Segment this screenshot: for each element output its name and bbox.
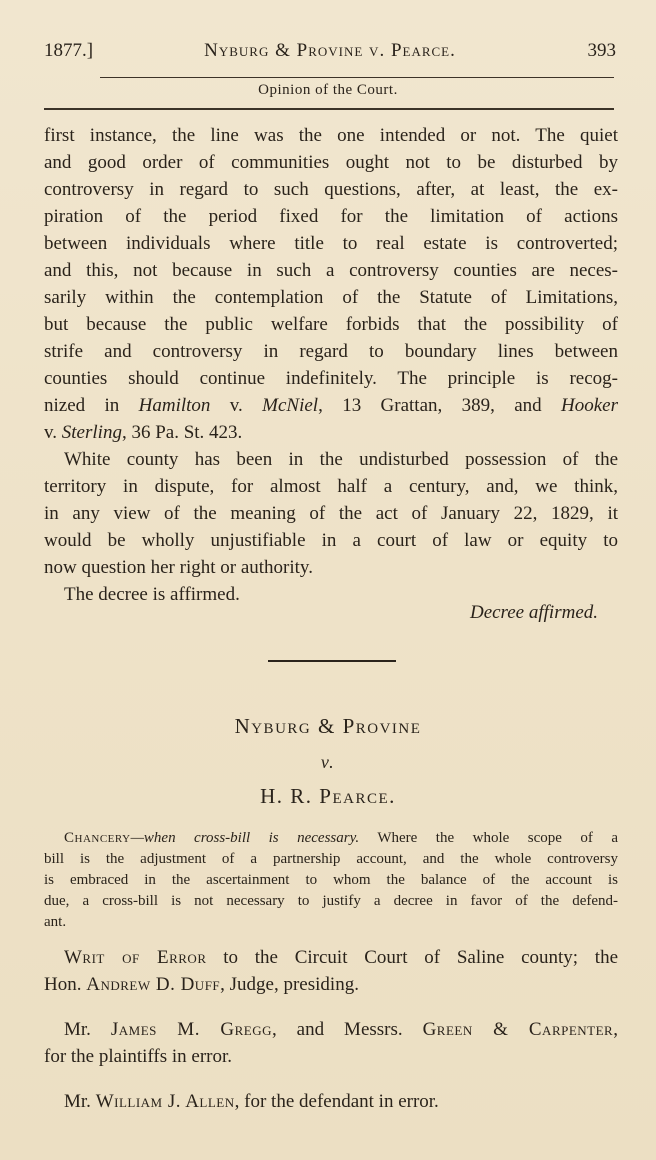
attorney-name: Green & Carpenter	[422, 1019, 614, 1040]
writ-of-error	[44, 944, 618, 998]
counsel-text: Mr.	[64, 1091, 96, 1112]
case-name: Hamilton	[138, 395, 211, 416]
counsel-line	[44, 1088, 618, 1115]
section-heading: Opinion of the Court.	[258, 82, 398, 98]
text-line: counties should continue indefinitely. The principle is recog-	[44, 368, 618, 389]
text-line: but because the public welfare forbids that the possibility of	[44, 314, 618, 335]
text-line: between individuals where title to real estate is controverted;	[44, 233, 618, 254]
headnote-label: Chancery	[64, 830, 131, 846]
writ-line-1	[44, 944, 618, 971]
headnote-text: Where the whole scope of a	[359, 830, 618, 846]
text-line: piration of the period fixed for the limitation of actions	[44, 206, 618, 227]
writ-text: Hon.	[44, 974, 87, 995]
headnote-topic: —when cross-bill is necessary.	[130, 830, 360, 846]
counsel-text: ,	[613, 1019, 618, 1040]
writ-label: Writ of Error	[64, 947, 207, 968]
decree-line: The decree is affirmed.	[64, 584, 240, 605]
text-line: controversy in regard to such questions, after, at least, the ex-	[44, 179, 618, 200]
case-separator-rule	[268, 660, 396, 662]
text-line: bill is the adjustment of a partnership account, and the whole controversy	[44, 851, 618, 867]
headnote-line-1	[44, 828, 618, 849]
page-number: 393	[587, 40, 616, 61]
counsel-line-1	[44, 1016, 618, 1043]
text-line: and good order of communities ought not to be disturbed by	[44, 152, 618, 173]
text-line: ant.	[44, 914, 67, 930]
case-name: Sterling	[61, 422, 122, 443]
text-line: in any view of the meaning of the act of January 22, 1829, it	[44, 503, 618, 524]
attorney-name: William J. Allen	[95, 1091, 235, 1112]
opinion-paragraph-1	[44, 122, 618, 446]
citation-text: nized in	[44, 395, 139, 416]
case-versus: v.	[320, 752, 336, 772]
counsel-text: Mr.	[64, 1019, 111, 1040]
text-line: now question her right or authority.	[44, 557, 313, 578]
writ-line-2	[44, 971, 618, 998]
case-name: McNiel	[262, 395, 319, 416]
counsel-defendant	[44, 1088, 618, 1115]
text-line: strife and controversy in regard to boundary lines between	[44, 341, 618, 362]
attorney-name: James M. Gregg	[110, 1019, 272, 1040]
header-rule-bottom	[44, 108, 614, 110]
opinion-paragraph-2	[44, 446, 618, 608]
counsel-text: , for the defendant in error.	[234, 1091, 439, 1112]
headnote	[44, 828, 618, 933]
counsel-plaintiffs	[44, 1016, 618, 1070]
writ-text: to the Circuit Court of Saline county; the	[206, 947, 619, 968]
counsel-text: , and Messrs.	[272, 1019, 423, 1040]
judge-name: Andrew D. Duff	[86, 974, 221, 995]
citation-text: , 13 Grattan, 389, and	[318, 395, 562, 416]
citation-text: , 36 Pa. St. 423.	[121, 422, 243, 443]
header-rule-top	[100, 77, 614, 78]
text-line: first instance, the line was the one intended or not. The quiet	[44, 125, 618, 146]
text-line: and this, not because in such a controversy counties are neces-	[44, 260, 618, 281]
citation-text: v.	[44, 422, 62, 443]
case-parties-bottom: H. R. Pearce.	[260, 784, 396, 808]
writ-text: , Judge, presiding.	[220, 974, 359, 995]
text-line: is embraced in the ascertainment to whom the balance of the account is	[44, 872, 618, 888]
text-line: due, a cross-bill is not necessary to justify a decree in favor of the defend-	[44, 893, 618, 909]
text-line: territory in dispute, for almost half a century, and, we think,	[44, 476, 618, 497]
text-line: would be wholly unjustifiable in a court of law or equity to	[44, 530, 618, 551]
text-line: for the plaintiffs in error.	[44, 1046, 233, 1067]
text-line: sarily within the contemplation of the Statute of Limitations,	[44, 287, 618, 308]
case-name: Hooker	[561, 395, 618, 416]
text-line: White county has been in the undisturbed possession of the	[64, 449, 618, 470]
decree-affirmed: Decree affirmed.	[469, 602, 598, 623]
running-case-title: Nyburg & Provine v. Pearce.	[204, 40, 456, 61]
case-parties-top: Nyburg & Provine	[234, 714, 422, 738]
year-bracket: 1877.]	[44, 40, 94, 61]
citation-line-2	[44, 419, 618, 446]
citation-text: v.	[210, 395, 263, 416]
citation-line-1	[44, 392, 618, 419]
running-head	[44, 40, 616, 70]
